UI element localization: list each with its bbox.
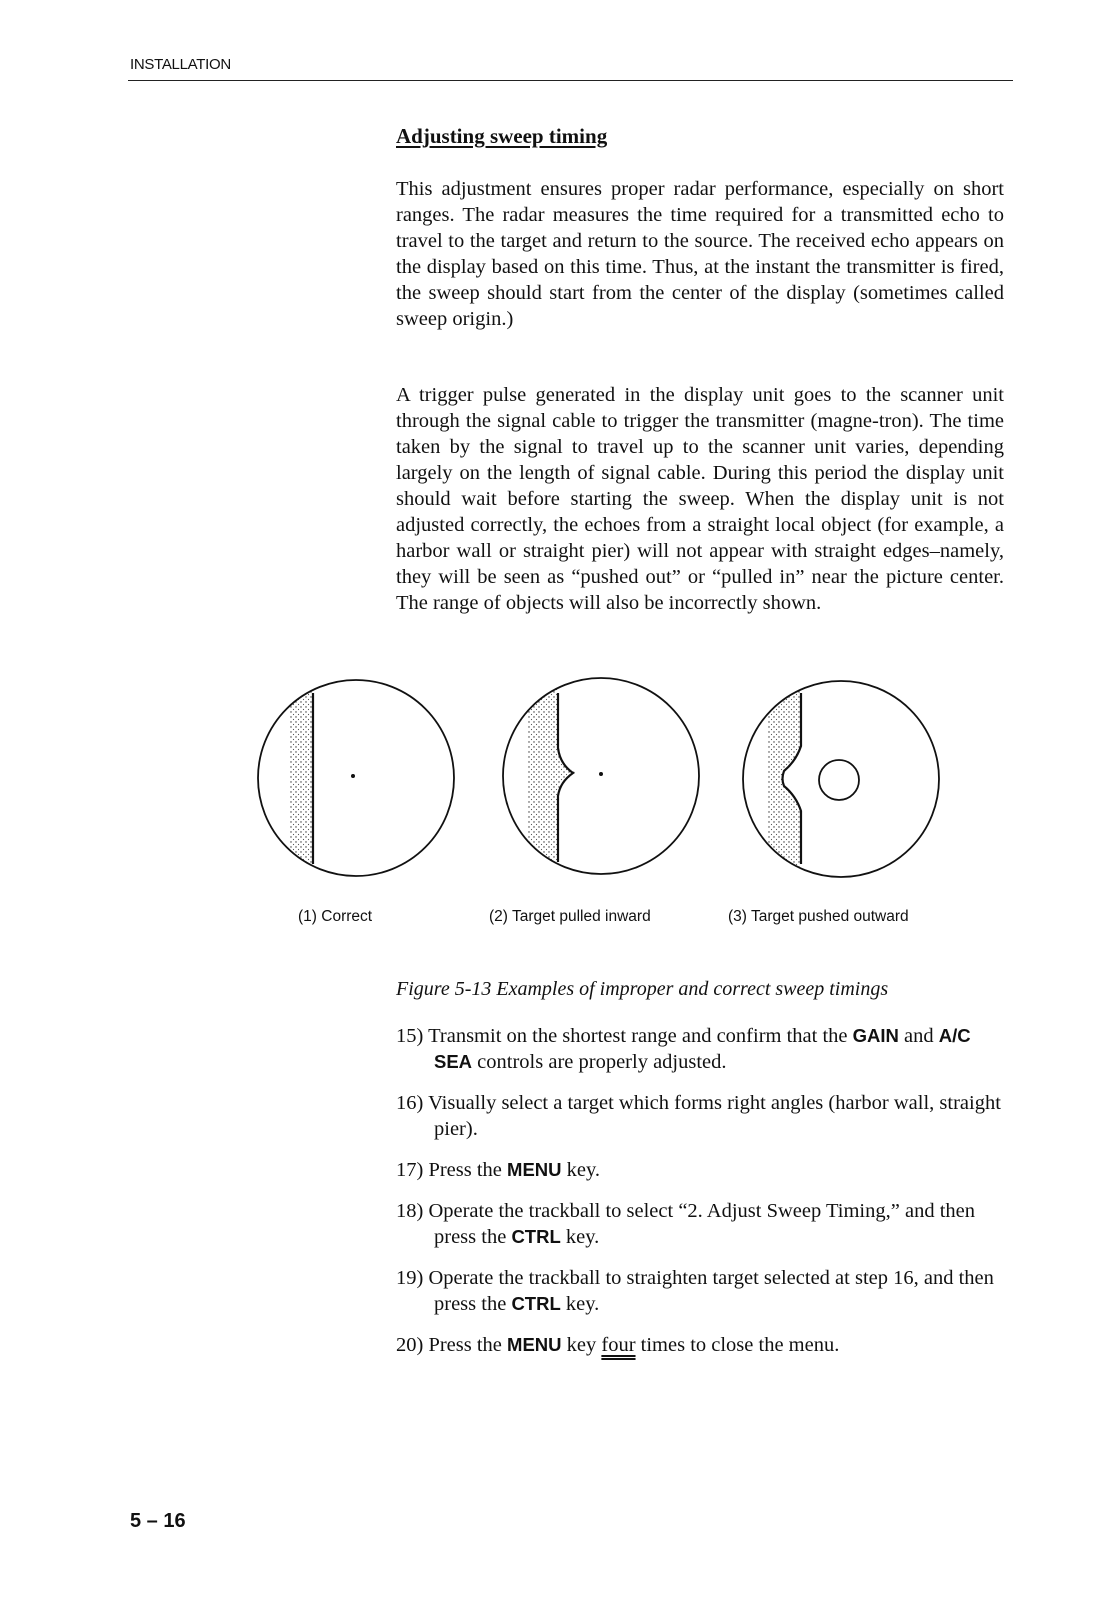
display-circle xyxy=(258,680,454,876)
step-number: 16) xyxy=(396,1092,429,1114)
step-number: 17) xyxy=(396,1159,429,1181)
sweep-origin-dot xyxy=(599,772,603,776)
section-title: Adjusting sweep timing xyxy=(396,124,608,148)
radar-display-pushed-outward xyxy=(738,676,958,906)
procedure-steps xyxy=(396,1023,1006,1373)
header-divider xyxy=(128,80,1013,81)
step-text: times to close the menu. xyxy=(635,1334,840,1356)
step-text: Transmit on the shortest range and confirm that the xyxy=(428,1025,853,1047)
step-text: key. xyxy=(561,1159,601,1181)
procedure-step xyxy=(396,1157,1006,1183)
step-text: Press the xyxy=(428,1334,508,1356)
figure-caption: Figure 5-13 Examples of improper and correct sweep timings xyxy=(396,978,889,1000)
emphasized-text: four xyxy=(601,1334,636,1356)
header-section-label: INSTALLATION xyxy=(130,56,231,73)
panel-label-pulled-inward: (2) Target pulled inward xyxy=(489,908,651,925)
step-text: Operate the trackball to select “2. Adjust Sweep Timing,” and then press the xyxy=(428,1200,975,1248)
sweep-origin-dot xyxy=(351,774,355,778)
step-text: and xyxy=(898,1025,939,1047)
procedure-step xyxy=(396,1023,1006,1075)
procedure-step xyxy=(396,1332,1006,1358)
control-key-name: A/C SEA xyxy=(434,1025,971,1072)
control-key-name: MENU xyxy=(507,1159,562,1180)
procedure-step xyxy=(396,1265,1006,1317)
step-number: 20) xyxy=(396,1334,429,1356)
trigger-pulse-paragraph: A trigger pulse generated in the display unit goes to the scanner unit through the signal cable to trigger the transmitter (magne-tron). The time taken by the signal to travel up to the scanner unit varies, depending largely on the length of signal cable. During this period the display unit should wait before starting the sweep. When the display unit is not adjusted correctly, the echoes from a straight local object (for example, a harbor wall or straight pier) will not appear with straight edges–namely, they will be seen as “pushed out” or “pulled in” near the picture center. The range of objects will also be incorrectly shown. xyxy=(396,384,1004,614)
step-text: Visually select a target which forms right angles (harbor wall, straight pier). xyxy=(428,1092,1001,1140)
procedure-step xyxy=(396,1090,1006,1142)
step-number: 19) xyxy=(396,1267,429,1289)
echo-stipple-area xyxy=(768,676,801,906)
step-text: key. xyxy=(560,1293,600,1315)
control-key-name: CTRL xyxy=(511,1293,561,1314)
procedure-step xyxy=(396,1198,1006,1250)
control-key-name: GAIN xyxy=(852,1025,899,1046)
step-text: key. xyxy=(560,1226,600,1248)
control-key-name: CTRL xyxy=(511,1226,561,1247)
echo-stipple-area xyxy=(528,676,576,906)
panel-label-pushed-outward: (3) Target pushed outward xyxy=(728,908,909,925)
step-number: 15) xyxy=(396,1025,429,1047)
control-key-name: MENU xyxy=(507,1334,562,1355)
page-number: 5 – 16 xyxy=(130,1510,186,1532)
step-text: key xyxy=(561,1334,602,1356)
step-number: 18) xyxy=(396,1200,429,1222)
sweep-timing-figure xyxy=(255,676,985,926)
step-text: Press the xyxy=(428,1159,508,1181)
sweep-origin-ring xyxy=(819,760,859,800)
intro-paragraph: This adjustment ensures proper radar performance, especially on short ranges. The radar measures the time required for a transmitted echo to travel to the target and return to the source. The received echo appears on the display based on this time. Thus, at the instant the transmitter is fired, the sweep should start from the center of the display (sometimes called sweep origin.) xyxy=(396,178,1004,330)
step-text: Operate the trackball to straighten target selected at step 16, and then press the xyxy=(428,1267,994,1315)
radar-display-pulled-inward xyxy=(498,676,718,906)
panel-label-correct: (1) Correct xyxy=(298,908,373,925)
echo-stipple-area xyxy=(290,676,313,906)
step-text: controls are properly adjusted. xyxy=(472,1051,727,1073)
radar-display-correct xyxy=(255,676,475,906)
